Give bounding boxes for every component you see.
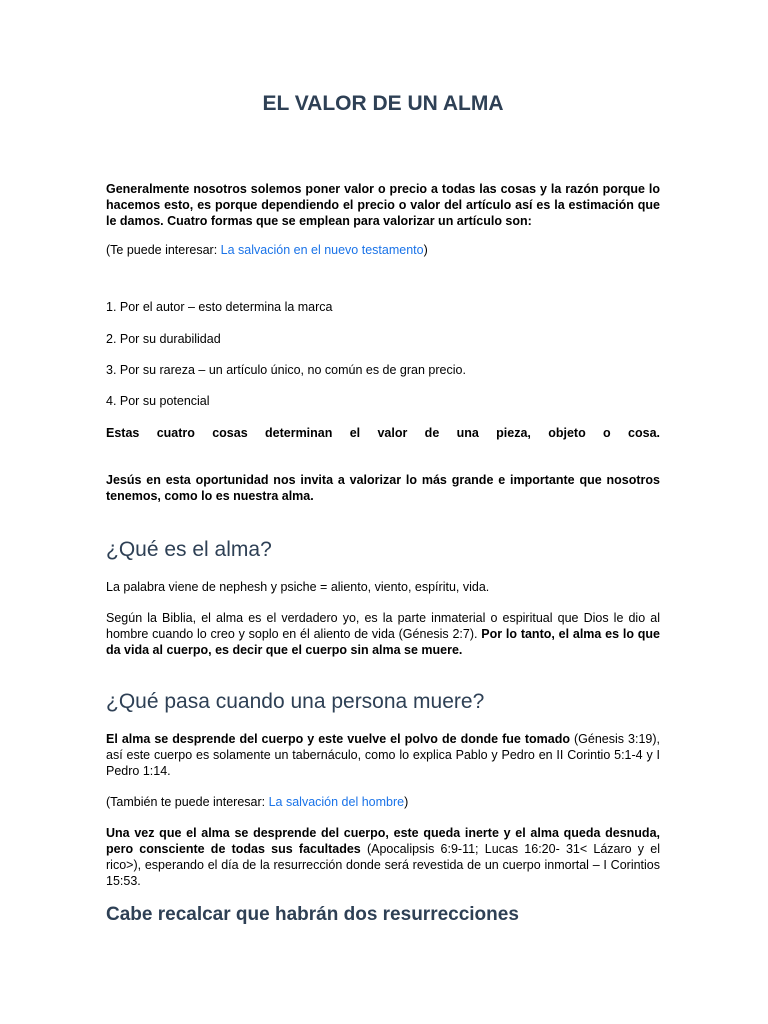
list-item: 2. Por su durabilidad [106, 332, 221, 346]
interest-paragraph-1 [106, 242, 660, 258]
muere-bold: El alma se desprende del cuerpo y este vuelve el polvo de donde fue tomado [106, 732, 570, 746]
interest-paragraph-2 [106, 794, 660, 810]
intro-paragraph: Generalmente nosotros solemos poner valor o precio a todas las cosas y la razón porque lo hacemos esto, es porque dependiendo el precio o valor del artículo así es la estimación que le damos. Cuatro formas que se emplean para valorizar un artículo son: [106, 182, 660, 228]
heading-que-es-el-alma: ¿Qué es el alma? [106, 538, 272, 561]
una-vez-bold: Una vez que el alma se desprende del cuerpo, este queda inerte y el alma queda desnuda, pero consciente de todas sus facultades [106, 826, 660, 856]
muere-paragraph [106, 731, 660, 779]
alma-definition: La palabra viene de nephesh y psiche = aliento, viento, espíritu, vida. [106, 580, 490, 594]
interest-prefix: (También te puede interesar: [106, 795, 269, 809]
una-vez-text: (Apocalipsis 6:9-11; Lucas 16:20- 31< Lázaro y el rico>), esperando el día de la resurrección donde será revestida de un cuerpo inmortal – I Corintios 15:53. [106, 842, 660, 888]
una-vez-paragraph [106, 825, 660, 889]
jesus-paragraph: Jesús en esta oportunidad nos invita a valorizar lo más grande e importante que nosotros tenemos, como lo es nuestra alma. [106, 473, 660, 503]
list-item: 3. Por su rareza – un artículo único, no común es de gran precio. [106, 363, 466, 377]
alma-biblia-bold: Por lo tanto, el alma es lo que da vida al cuerpo, es decir que el cuerpo sin alma se muere. [106, 627, 660, 657]
alma-biblia-text: Según la Biblia, el alma es el verdadero yo, es la parte inmaterial o espiritual que Dios le dio al hombre cuando lo creo y soplo en él aliento de vida (Génesis 2:7). [106, 611, 660, 641]
four-things-paragraph: Estas cuatro cosas determinan el valor de una pieza, objeto o cosa. [106, 426, 660, 440]
heading-dos-resurrecciones: Cabe recalcar que habrán dos resurrecciones [106, 904, 519, 925]
interest-suffix: ) [404, 795, 409, 809]
document-title: EL VALOR DE UN ALMA [262, 92, 504, 115]
heading-que-pasa-cuando-muere: ¿Qué pasa cuando una persona muere? [106, 690, 485, 713]
list-item: 1. Por el autor – esto determina la marca [106, 300, 333, 314]
muere-text: (Génesis 3:19), así este cuerpo es solamente un tabernáculo, como lo explica Pablo y Pedro en II Corintio 5:1-4 y I Pedro 1:14. [106, 732, 660, 778]
list-item: 4. Por su potencial [106, 394, 210, 408]
interest-prefix: (Te puede interesar: [106, 243, 221, 257]
link-salvacion-nuevo-testamento[interactable]: La salvación en el nuevo testamento [220, 243, 424, 257]
interest-suffix: ) [423, 243, 428, 257]
alma-biblia-paragraph [106, 610, 660, 658]
link-salvacion-del-hombre[interactable]: La salvación del hombre [268, 795, 405, 809]
